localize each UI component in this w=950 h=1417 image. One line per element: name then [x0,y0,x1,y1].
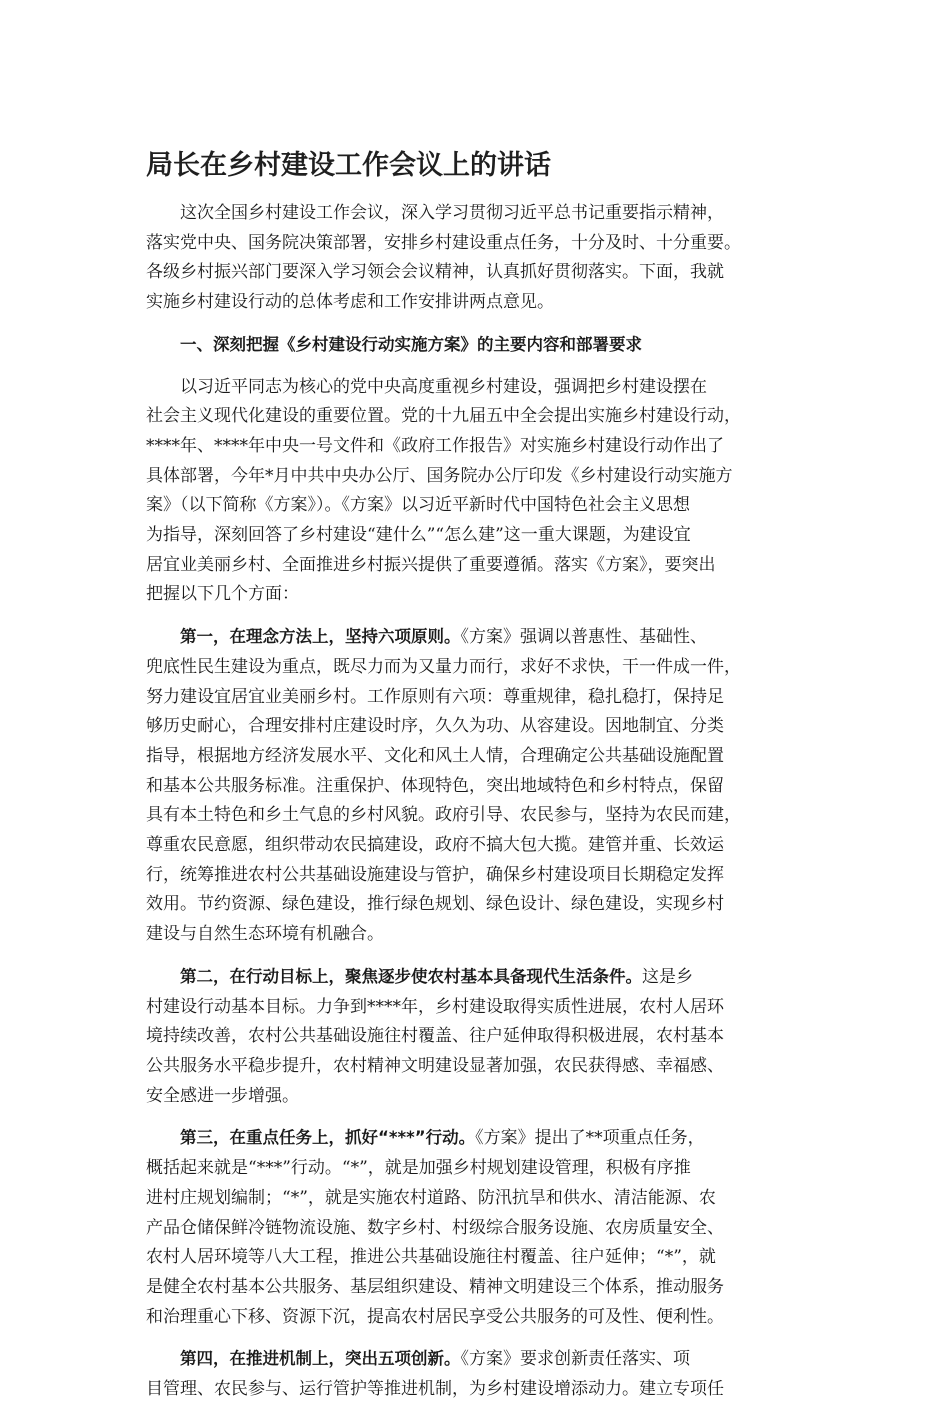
document-body [146,199,806,1417]
point2-line: 境持续改善，农村公共基础设施往村覆盖、往户延伸取得积极进展，农村基本 [146,1026,724,1047]
point3-line: 产品仓储保鲜冷链物流设施、数字乡村、村级综合服务设施、农房质量安全、 [146,1217,724,1238]
document-title: 局长在乡村建设工作会议上的讲话 [146,150,551,181]
point1-line: 行，统筹推进农村公共基础设施建设与管护，确保乡村建设项目长期稳定发挥 [146,864,724,885]
point3-line: 进村庄规划编制；“*”，就是实施农村道路、防汛抗旱和供水、清洁能源、农 [146,1187,716,1208]
point3-line: 概括起来就是“***”行动。“*”，就是加强乡村规划建设管理，积极有序推 [146,1158,691,1179]
point1-line: 指导，根据地方经济发展水平、文化和风土人情，合理确定公共基础设施配置 [146,745,724,766]
intro-paragraph [146,199,806,318]
section1-line: 具体部署，今年*月中共中央办公厅、国务院办公厅印发《乡村建设行动实施方 [146,465,733,486]
point2-line: 安全感进一步增强。 [146,1085,299,1106]
point4-line: 目管理、农民参与、运行管护等推进机制，为乡村建设增添动力。建立专项任 [146,1379,724,1400]
point4-lead: 第四，在推进机制上，突出五项创新。 [180,1349,461,1369]
intro-line: 这次全国乡村建设工作会议，深入学习贯彻习近平总书记重要指示精神， [180,203,724,223]
point3-line: 农村人居环境等八大工程，推进公共基础设施往村覆盖、往户延伸；“*”，就 [146,1247,716,1268]
point3-line: 是健全农村基本公共服务、基层组织建设、精神文明建设三个体系，推动服务 [146,1276,724,1297]
section1-line: 社会主义现代化建设的重要位置。党的十九届五中全会提出实施乡村建设行动， [146,406,741,427]
point1-line: 兜底性民生建设为重点，既尽力而为又量力而行，求好不求快，干一件成一件， [146,656,741,677]
point1-line: 够历史耐心，合理安排村庄建设时序，久久为功、从容建设。因地制宜、分类 [146,716,724,737]
point2-line: 村建设行动基本目标。力争到****年，乡村建设取得实质性进展，农村人居环 [146,996,724,1017]
section1-heading: 一、深刻把握《乡村建设行动实施方案》的主要内容和部署要求 [180,334,642,354]
section1-line: 居宜业美丽乡村、全面推进乡村振兴提供了重要遵循。落实《方案》，要突出 [146,554,716,575]
point1-line: 建设与自然生态环境有机融合。 [146,924,384,945]
section1-line: 案》（以下简称《方案》）。《方案》以习近平新时代中国特色社会主义思想 [146,495,690,516]
point3-lead: 第三，在重点任务上，抓好“***”行动。 [180,1128,476,1148]
point1-line: 效用。节约资源、绿色建设，推行绿色规划、绿色设计、绿色建设，实现乡村 [146,894,724,915]
section1-line: ****年、****年中央一号文件和《政府工作报告》对实施乡村建设行动作出了 [146,435,724,456]
point2-paragraph [146,962,806,1112]
section1-line: 为指导，深刻回答了乡村建设“建什么”“怎么建”这一重大课题，为建设宜 [146,525,691,546]
point2-first-line [146,962,806,993]
point1-paragraph [146,622,806,950]
section-heading [146,330,806,361]
point3-first-rest: 《方案》提出了**项重点任务， [475,1128,705,1149]
point1-line: 努力建设宜居宜业美丽乡村。工作原则有六项：尊重规律，稳扎稳打，保持足 [146,686,724,707]
point1-first-rest: 《方案》强调以普惠性、基础性、 [460,627,707,648]
point1-line: 尊重农民意愿，组织带动农民搞建设，政府不搞大包大揽。建管并重、长效运 [146,835,724,856]
point4-first-rest: 《方案》要求创新责任落实、项 [460,1349,690,1370]
point2-first-rest: 这是乡 [642,966,693,987]
intro-line: 落实党中央、国务院决策部署，安排乡村建设重点任务，十分及时、十分重要。 [146,232,741,253]
point3-paragraph [146,1123,806,1332]
point1-first-line [146,622,806,653]
point1-lead: 第一，在理念方法上，坚持六项原则。 [180,627,461,647]
section1-paragraph [146,373,806,611]
point1-line: 和基本公共服务标准。注重保护、体现特色，突出地域特色和乡村特点，保留 [146,775,724,796]
point2-line: 公共服务水平稳步提升，农村精神文明建设显著加强，农民获得感、幸福感、 [146,1055,724,1076]
point3-first-line [146,1123,806,1154]
section1-line: 把握以下几个方面： [146,584,299,605]
point1-line: 具有本土特色和乡土气息的乡村风貌。政府引导、农民参与，坚持为农民而建， [146,805,741,826]
intro-line: 实施乡村建设行动的总体考虑和工作安排讲两点意见。 [146,292,554,313]
intro-line: 各级乡村振兴部门要深入学习领会会议精神，认真抓好贯彻落实。下面，我就 [146,262,724,283]
point4-first-line [146,1344,806,1375]
point2-lead: 第二，在行动目标上，聚焦逐步使农村基本具备现代生活条件。 [180,966,642,986]
point4-paragraph [146,1344,806,1404]
section1-line: 以习近平同志为核心的党中央高度重视乡村建设，强调把乡村建设摆在 [180,376,707,397]
point3-line: 和治理重心下移、资源下沉，提高农村居民享受公共服务的可及性、便利性。 [146,1306,724,1327]
